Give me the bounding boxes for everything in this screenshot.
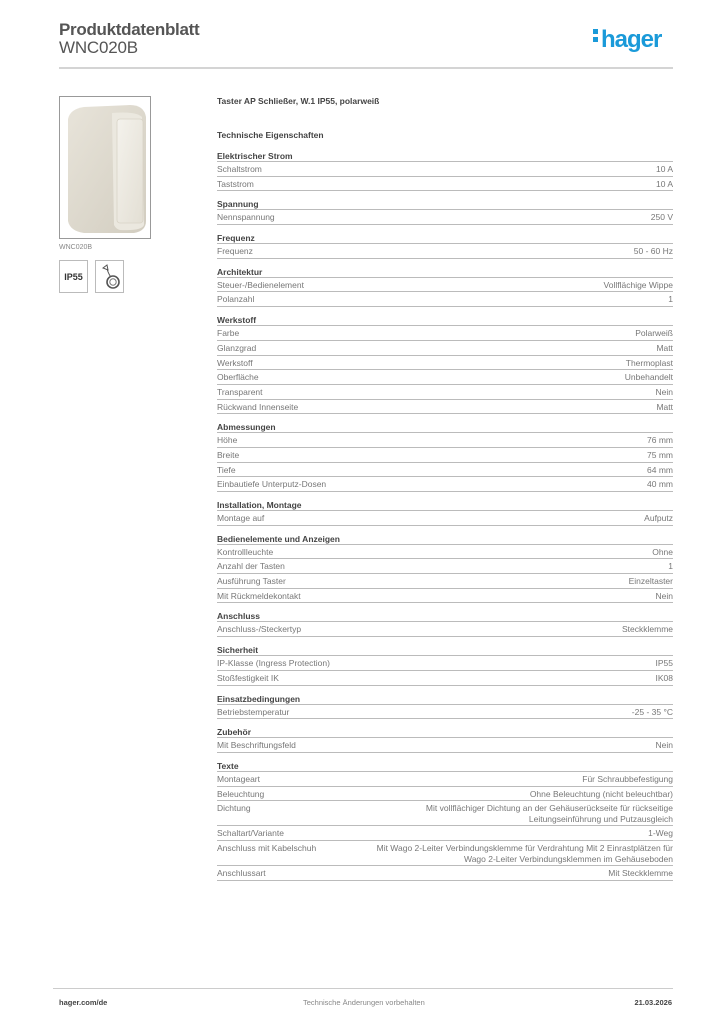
page-title: Produktdatenblatt [59, 20, 200, 39]
spec-row [217, 801, 673, 826]
spec-row [217, 448, 673, 463]
spec-value: Mit Wago 2-Leiter Verbindungsklemme für Verdrahtung Mit 2 Einrastplätzen für Wago 2-Leiter Verbindungsklemmen im Gehäuseboden [376, 842, 673, 864]
spec-label: Frequenz [217, 246, 253, 257]
spec-row [217, 738, 673, 753]
spec-section [217, 314, 673, 414]
spec-value: Für Schraubbefestigung [582, 773, 673, 784]
spec-value: Nein [655, 590, 673, 601]
section-heading: Anschluss [217, 610, 673, 622]
spec-label: Einbautiefe Unterputz-Dosen [217, 479, 327, 490]
spec-label: Oberfläche [217, 372, 259, 383]
hager-logo [593, 26, 661, 54]
spec-row [217, 400, 673, 415]
spec-value: Nein [655, 740, 673, 751]
section-heading: Einsatzbedingungen [217, 693, 673, 705]
spec-value: Mit Steckklemme [608, 867, 673, 878]
spec-section [217, 198, 673, 225]
spec-row [217, 866, 673, 881]
spec-row [217, 656, 673, 671]
spec-row [217, 292, 673, 307]
spec-row [217, 385, 673, 400]
spec-row [217, 162, 673, 177]
spec-label: Anzahl der Tasten [217, 561, 285, 572]
spec-label: Kontrollleuchte [217, 546, 274, 557]
spec-label: Schaltart/Variante [217, 828, 284, 839]
spec-row [217, 356, 673, 371]
spec-label: Nennspannung [217, 212, 275, 223]
spec-value: Ohne Beleuchtung (nicht beleuchtbar) [529, 788, 673, 799]
spec-value: Vollflächige Wippe [603, 279, 673, 290]
spec-label: Steuer-/Bedienelement [217, 279, 304, 290]
spec-value: 10 A [655, 164, 673, 174]
spec-section [217, 610, 673, 637]
section-heading: Zubehör [217, 726, 673, 738]
section-heading: Installation, Montage [217, 499, 673, 511]
spec-value: Thermoplast [625, 357, 673, 368]
spec-label: Montage auf [217, 513, 265, 523]
spec-value: 10 A [655, 178, 673, 189]
spec-value: 40 mm [647, 479, 673, 490]
spec-value: Steckklemme [621, 624, 673, 635]
section-heading: Texte [217, 760, 673, 772]
spec-section [217, 533, 673, 604]
spec-row [217, 841, 673, 866]
spec-label: Tiefe [217, 464, 236, 475]
spec-label: Schaltstrom [217, 164, 262, 174]
spec-value: Unbehandelt [624, 372, 673, 383]
section-heading: Bedienelemente und Anzeigen [217, 533, 673, 545]
image-caption: WNC020B [59, 244, 93, 251]
spec-row [217, 177, 673, 192]
spec-label: Taststrom [217, 178, 254, 189]
spec-row [217, 463, 673, 478]
spec-row [217, 705, 673, 720]
spec-label: Werkstoff [217, 357, 253, 368]
spec-value: 64 mm [647, 464, 673, 475]
spec-row [217, 433, 673, 448]
footer-divider [53, 988, 673, 989]
spec-sections [217, 150, 673, 881]
spec-label: Beleuchtung [217, 788, 265, 799]
spec-label: Dichtung [217, 803, 251, 814]
spec-value: 75 mm [647, 449, 673, 460]
spec-label: Anschluss mit Kabelschuh [217, 842, 317, 853]
product-name: Taster AP Schließer, W.1 IP55, polarweiß [217, 96, 380, 106]
spec-label: Mit Rückmeldekontakt [217, 590, 301, 601]
spec-label: Breite [217, 449, 240, 460]
spec-label: Glanzgrad [217, 342, 257, 353]
spec-value: 1 [668, 294, 673, 305]
spec-row [217, 341, 673, 356]
spec-label: Transparent [217, 386, 263, 397]
spec-value: Mit vollflächiger Dichtung an der Gehäuserückseite für rückseitige Leitungseinführung und Putzausgleich [425, 803, 673, 825]
spec-label: Montageart [217, 773, 260, 784]
spec-section [217, 150, 673, 191]
spec-row [217, 370, 673, 385]
spec-row [217, 574, 673, 589]
spec-label: Ausführung Taster [217, 576, 286, 587]
spec-value: 1-Weg [648, 828, 673, 839]
spec-row [217, 559, 673, 574]
spec-content [217, 96, 673, 881]
spec-row [217, 622, 673, 637]
spec-row [217, 772, 673, 787]
spec-label: IP-Klasse (Ingress Protection) [217, 658, 330, 669]
spec-row [217, 787, 673, 802]
spec-value: 50 - 60 Hz [633, 246, 673, 257]
footer-notice: Technische Änderungen vorbehalten [303, 998, 425, 1007]
spec-value: Matt [656, 401, 673, 412]
spec-row [217, 589, 673, 604]
spec-label: Anschluss-/Steckertyp [217, 624, 302, 635]
spec-value: Ohne [652, 546, 673, 557]
section-heading: Elektrischer Strom [217, 150, 673, 162]
spec-row [217, 671, 673, 686]
spec-value: Aufputz [644, 513, 673, 523]
spec-row [217, 826, 673, 841]
spec-row [217, 210, 673, 225]
cable-coil-icon [95, 260, 124, 293]
logo-colon-icon [593, 26, 599, 45]
spec-label: Betriebstemperatur [217, 706, 290, 717]
spec-section [217, 499, 673, 526]
spec-value: 250 V [650, 212, 673, 223]
header-divider [59, 67, 673, 69]
ip55-badge: IP55 [59, 260, 88, 293]
spec-row [217, 278, 673, 293]
spec-label: Farbe [217, 328, 240, 339]
spec-value: IK08 [655, 672, 673, 683]
spec-section [217, 421, 673, 492]
product-image [59, 96, 151, 239]
logo-text: hager [601, 26, 662, 53]
tech-properties-title: Technische Eigenschaften [217, 130, 324, 140]
spec-section [217, 644, 673, 685]
section-heading: Architektur [217, 266, 673, 278]
spec-label: Anschlussart [217, 867, 266, 878]
spec-value: -25 - 35 °C [631, 706, 673, 717]
spec-section [217, 693, 673, 720]
spec-section [217, 726, 673, 753]
spec-value: IP55 [655, 658, 673, 669]
spec-section [217, 760, 673, 881]
spec-value: 76 mm [647, 435, 673, 446]
spec-section [217, 232, 673, 259]
spec-value: Einzeltaster [628, 576, 673, 587]
footer-date: 21.03.2026 [634, 998, 672, 1007]
spec-value: Matt [656, 342, 673, 353]
section-heading: Sicherheit [217, 644, 673, 656]
section-heading: Werkstoff [217, 314, 673, 326]
section-heading: Abmessungen [217, 421, 673, 433]
spec-row [217, 477, 673, 492]
section-heading: Spannung [217, 198, 673, 210]
spec-label: Rückwand Innenseite [217, 401, 299, 412]
spec-value: 1 [668, 561, 673, 572]
spec-value: Polarweiß [635, 328, 673, 339]
section-heading: Frequenz [217, 232, 673, 244]
spec-section [217, 266, 673, 307]
spec-label: Mit Beschriftungsfeld [217, 740, 296, 751]
spec-label: Stoßfestigkeit IK [217, 672, 279, 683]
spec-row [217, 545, 673, 560]
spec-row [217, 326, 673, 341]
spec-value: Nein [655, 386, 673, 397]
spec-row [217, 511, 673, 526]
spec-row [217, 244, 673, 259]
spec-label: Polanzahl [217, 294, 255, 305]
footer-website-link[interactable]: hager.com/de [59, 998, 108, 1007]
product-code: WNC020B [59, 38, 138, 57]
spec-label: Höhe [217, 435, 238, 446]
